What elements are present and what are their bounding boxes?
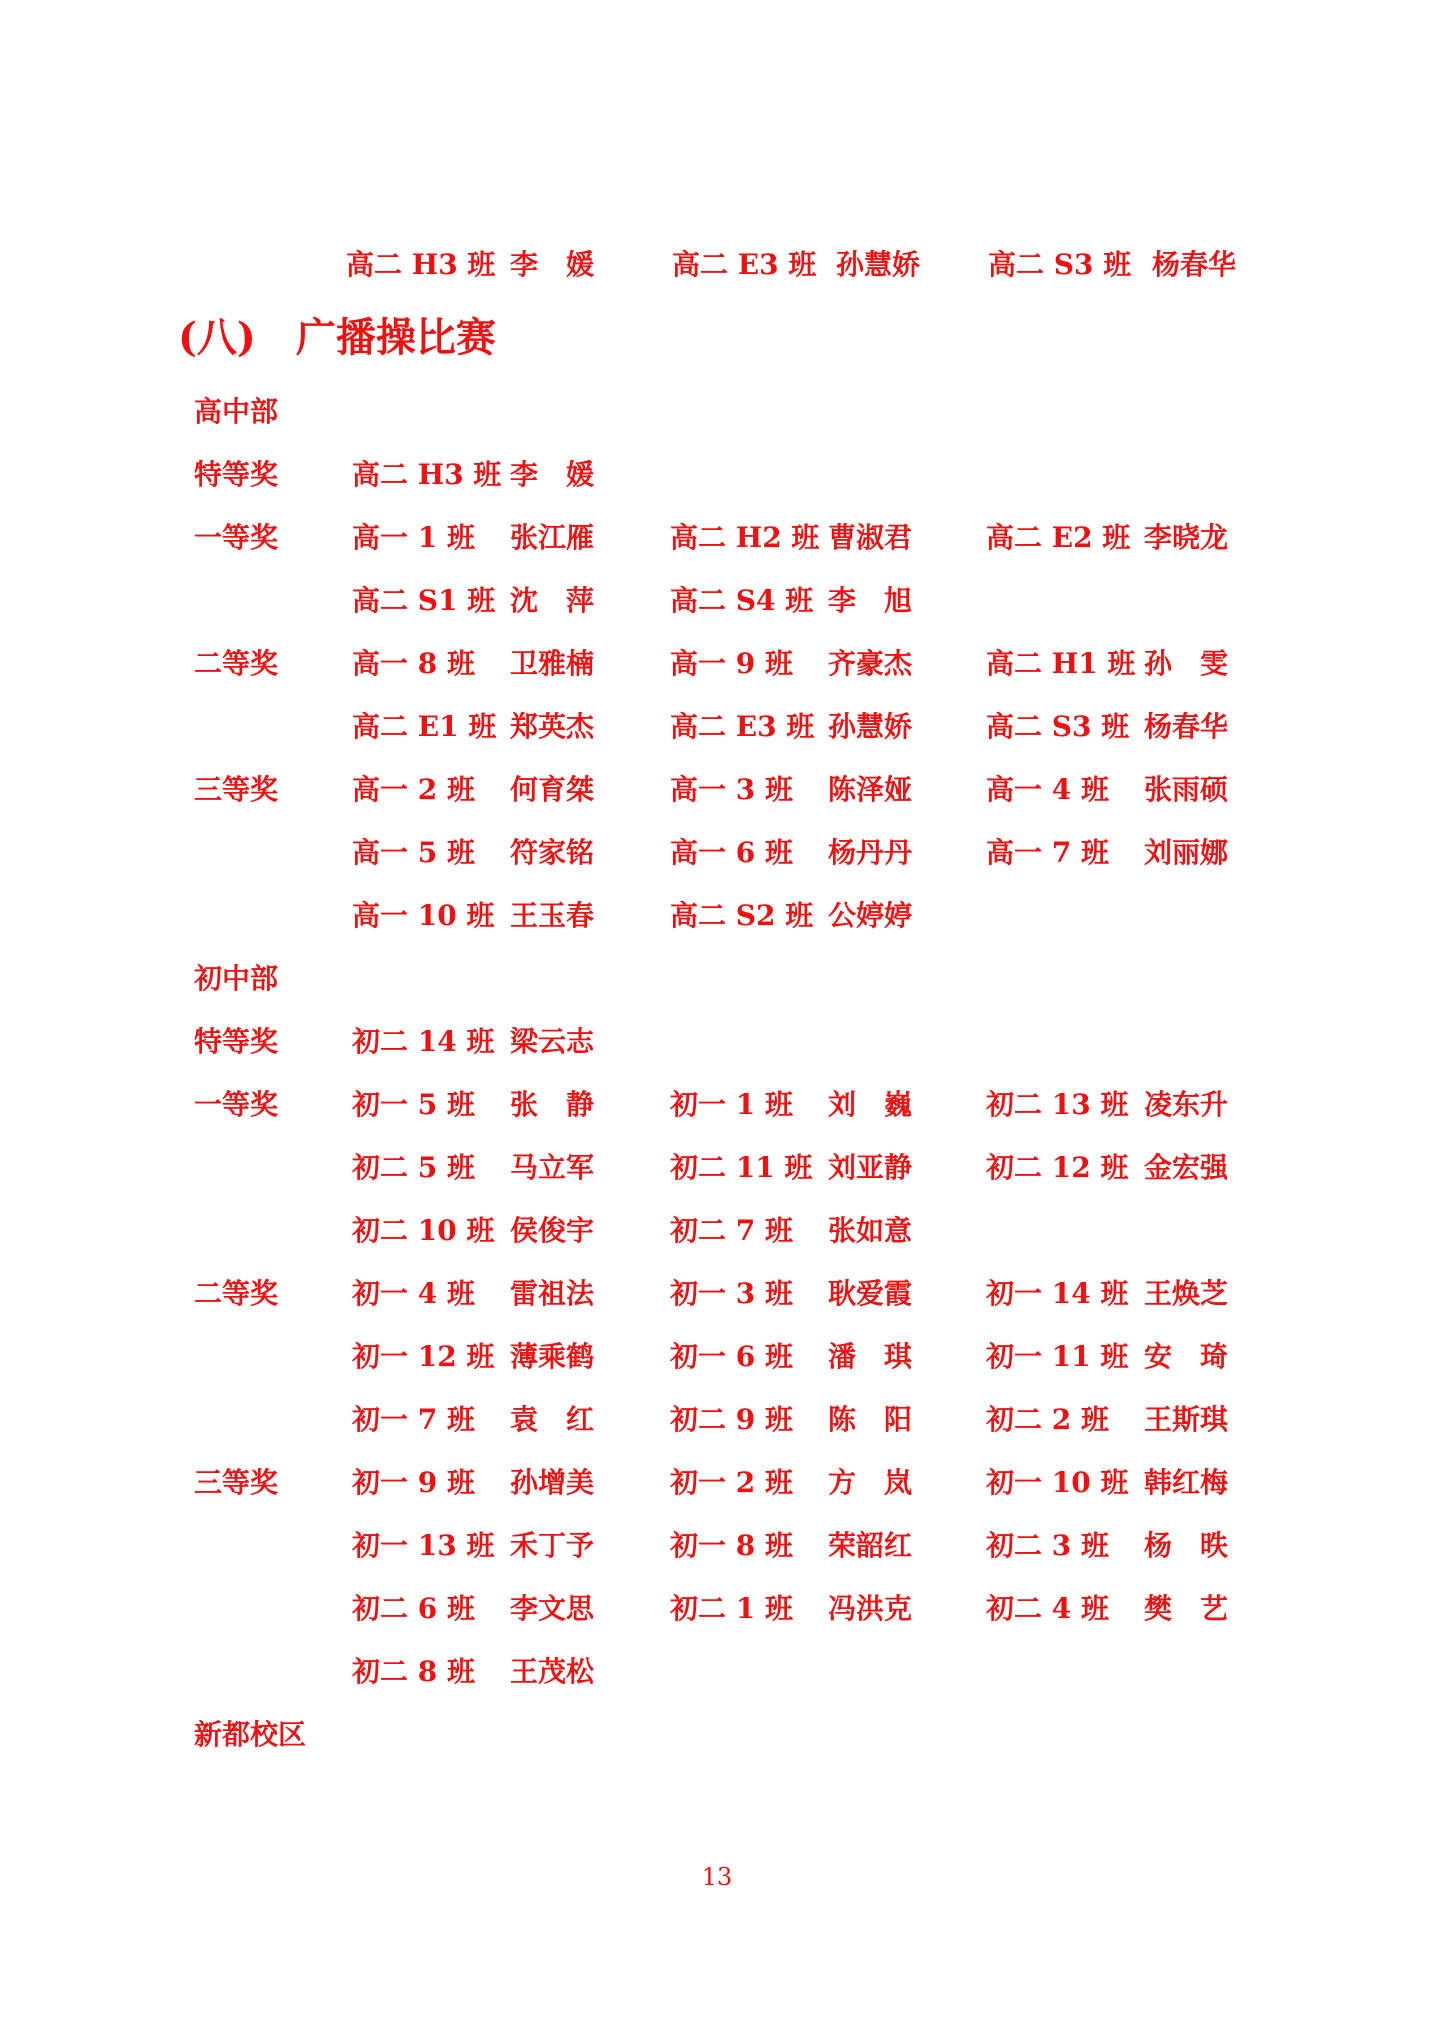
class-cell: 高二 S1 班	[352, 584, 496, 617]
name-cell: 潘 琪	[828, 1340, 913, 1373]
award-row	[0, 1465, 1434, 1505]
name-cell: 杨春华	[1144, 710, 1229, 743]
class-cell: 初一 14 班	[986, 1277, 1129, 1310]
award-label: 三等奖	[194, 1466, 279, 1499]
name-cell: 王斯琪	[1144, 1403, 1229, 1436]
name-cell: 马立军	[510, 1151, 595, 1184]
class-cell: 初二 10 班	[352, 1214, 495, 1247]
name-cell: 孙增美	[510, 1466, 595, 1499]
award-row	[0, 1024, 1434, 1064]
class-cell: 初一 5 班	[352, 1088, 475, 1121]
name-cell: 禾丁予	[510, 1529, 595, 1562]
award-row	[0, 709, 1434, 749]
name-cell: 王玉春	[510, 899, 595, 932]
class-cell: 高一 5 班	[352, 836, 475, 869]
class-cell: 初一 11 班	[986, 1340, 1129, 1373]
award-label: 特等奖	[194, 1025, 279, 1058]
class-cell: 初一 8 班	[670, 1529, 793, 1562]
award-row	[0, 1150, 1434, 1190]
class-cell: 高二 H2 班	[670, 521, 820, 554]
class-cell: 高二 S3 班	[988, 248, 1132, 281]
class-cell: 高二 E2 班	[986, 521, 1131, 554]
class-cell: 高二 E3 班	[672, 248, 817, 281]
award-row	[0, 1276, 1434, 1316]
name-cell: 薄乘鹤	[510, 1340, 595, 1373]
class-cell: 高一 4 班	[986, 773, 1109, 806]
name-cell: 齐豪杰	[828, 647, 913, 680]
award-row	[0, 772, 1434, 812]
class-cell: 初二 9 班	[670, 1403, 793, 1436]
name-cell: 雷祖法	[510, 1277, 595, 1310]
name-cell: 孙慧娇	[828, 710, 913, 743]
class-cell: 高一 8 班	[352, 647, 475, 680]
name-cell: 刘丽娜	[1144, 836, 1229, 869]
name-cell: 杨春华	[1152, 248, 1237, 281]
class-cell: 高二 E1 班	[352, 710, 497, 743]
name-cell: 沈 萍	[510, 584, 595, 617]
class-cell: 初一 1 班	[670, 1088, 793, 1121]
class-cell: 高二 S3 班	[986, 710, 1130, 743]
name-cell: 杨 昳	[1144, 1529, 1229, 1562]
class-cell: 初一 13 班	[352, 1529, 495, 1562]
award-row	[0, 646, 1434, 686]
class-cell: 初一 4 班	[352, 1277, 475, 1310]
award-row	[0, 835, 1434, 875]
name-cell: 侯俊宇	[510, 1214, 595, 1247]
name-cell: 王茂松	[510, 1655, 595, 1688]
class-cell: 初二 2 班	[986, 1403, 1109, 1436]
name-cell: 张如意	[828, 1214, 913, 1247]
name-cell: 张江雁	[510, 521, 595, 554]
award-label: 三等奖	[194, 773, 279, 806]
award-row	[0, 1654, 1434, 1694]
group-heading-xindu-campus: 新都校区	[194, 1718, 307, 1751]
award-label: 二等奖	[194, 1277, 279, 1310]
class-cell: 高二 S2 班	[670, 899, 814, 932]
class-cell: 高一 2 班	[352, 773, 475, 806]
name-cell: 韩红梅	[1144, 1466, 1229, 1499]
name-cell: 何育桀	[510, 773, 595, 806]
name-cell: 陈 阳	[828, 1403, 913, 1436]
group-heading-high-school: 高中部	[194, 395, 279, 428]
award-label: 二等奖	[194, 647, 279, 680]
class-cell: 高一 6 班	[670, 836, 793, 869]
class-cell: 高一 7 班	[986, 836, 1109, 869]
name-cell: 孙慧娇	[836, 248, 921, 281]
class-cell: 初一 7 班	[352, 1403, 475, 1436]
name-cell: 陈泽娅	[828, 773, 913, 806]
group-heading-middle-school: 初中部	[194, 962, 279, 995]
class-cell: 初二 12 班	[986, 1151, 1129, 1184]
class-cell: 初二 5 班	[352, 1151, 475, 1184]
class-cell: 初二 1 班	[670, 1592, 793, 1625]
class-cell: 初二 3 班	[986, 1529, 1109, 1562]
award-label: 一等奖	[194, 1088, 279, 1121]
name-cell: 李晓龙	[1144, 521, 1229, 554]
name-cell: 刘亚静	[828, 1151, 913, 1184]
class-cell: 初一 12 班	[352, 1340, 495, 1373]
name-cell: 曹淑君	[828, 521, 913, 554]
award-row	[0, 1591, 1434, 1631]
award-row	[0, 457, 1434, 497]
award-row	[0, 1528, 1434, 1568]
page-number: 13	[701, 1863, 733, 1891]
name-cell: 符家铭	[510, 836, 595, 869]
award-label: 特等奖	[194, 458, 279, 491]
name-cell: 李 旭	[828, 584, 913, 617]
name-cell: 孙 雯	[1144, 647, 1229, 680]
award-row	[0, 898, 1434, 938]
award-row	[0, 1087, 1434, 1127]
class-cell: 初一 9 班	[352, 1466, 475, 1499]
class-cell: 初二 13 班	[986, 1088, 1129, 1121]
award-row	[0, 583, 1434, 623]
class-cell: 高一 10 班	[352, 899, 495, 932]
name-cell: 荣韶红	[828, 1529, 913, 1562]
name-cell: 樊 艺	[1144, 1592, 1229, 1625]
name-cell: 凌东升	[1144, 1088, 1229, 1121]
class-cell: 高二 H3 班	[346, 248, 496, 281]
class-cell: 初二 7 班	[670, 1214, 793, 1247]
class-cell: 初二 6 班	[352, 1592, 475, 1625]
class-cell: 高二 E3 班	[670, 710, 815, 743]
class-cell: 高二 H1 班	[986, 647, 1136, 680]
name-cell: 耿爱霞	[828, 1277, 913, 1310]
award-row	[0, 1402, 1434, 1442]
name-cell: 刘 巍	[828, 1088, 913, 1121]
name-cell: 张 静	[510, 1088, 595, 1121]
top-continuation-row	[0, 247, 1434, 287]
name-cell: 冯洪克	[828, 1592, 913, 1625]
name-cell: 安 琦	[1144, 1340, 1229, 1373]
name-cell: 公婷婷	[828, 899, 913, 932]
name-cell: 李 媛	[510, 248, 595, 281]
name-cell: 张雨硕	[1144, 773, 1229, 806]
name-cell: 袁 红	[510, 1403, 595, 1436]
class-cell: 初二 14 班	[352, 1025, 495, 1058]
class-cell: 高二 H3 班	[352, 458, 502, 491]
class-cell: 高二 S4 班	[670, 584, 814, 617]
class-cell: 初一 10 班	[986, 1466, 1129, 1499]
name-cell: 郑英杰	[510, 710, 595, 743]
name-cell: 卫雅楠	[510, 647, 595, 680]
class-cell: 初二 8 班	[352, 1655, 475, 1688]
award-row	[0, 520, 1434, 560]
name-cell: 杨丹丹	[828, 836, 913, 869]
class-cell: 高一 3 班	[670, 773, 793, 806]
name-cell: 李文思	[510, 1592, 595, 1625]
name-cell: 金宏强	[1144, 1151, 1229, 1184]
class-cell: 高一 1 班	[352, 521, 475, 554]
class-cell: 初二 11 班	[670, 1151, 813, 1184]
award-row	[0, 1213, 1434, 1253]
class-cell: 初二 4 班	[986, 1592, 1109, 1625]
name-cell: 梁云志	[510, 1025, 595, 1058]
class-cell: 初一 3 班	[670, 1277, 793, 1310]
name-cell: 李 媛	[510, 458, 595, 491]
class-cell: 初一 6 班	[670, 1340, 793, 1373]
name-cell: 方 岚	[828, 1466, 913, 1499]
award-label: 一等奖	[194, 521, 279, 554]
class-cell: 初一 2 班	[670, 1466, 793, 1499]
class-cell: 高一 9 班	[670, 647, 793, 680]
award-row	[0, 1339, 1434, 1379]
name-cell: 王焕芝	[1144, 1277, 1229, 1310]
section-title: (八) 广播操比赛	[178, 314, 496, 361]
